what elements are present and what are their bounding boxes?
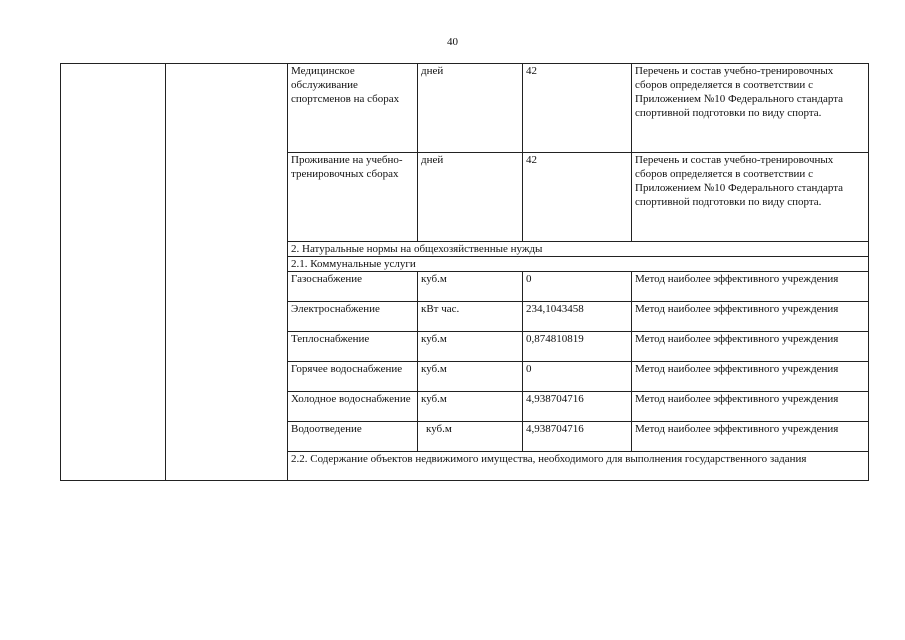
item-name: Теплоснабжение [288,332,418,362]
blank-cell-1 [61,64,166,481]
item-name: Холодное водоснабжение [288,392,418,422]
item-note: Перечень и состав учебно-тренировочных сборов определяется в соответствии с Приложением №10 Федерального стандарта спортивной подготовки по виду спорта. [632,153,869,242]
item-note: Метод наиболее эффективного учреждения [632,362,869,392]
item-value: 4,938704716 [523,422,632,452]
blank-cell-2 [166,64,288,481]
item-note: Метод наиболее эффективного учреждения [632,272,869,302]
item-value: 0 [523,272,632,302]
item-note: Перечень и состав учебно-тренировочных сборов определяется в соответствии с Приложением №10 Федерального стандарта спортивной подготовки по виду спорта. [632,64,869,153]
item-unit: кВт час. [418,302,523,332]
section-heading-2-1: 2.1. Коммунальные услуги [288,257,869,272]
item-value: 234,1043458 [523,302,632,332]
item-note: Метод наиболее эффективного учреждения [632,332,869,362]
section-heading-2-2: 2.2. Содержание объектов недвижимого имущества, необходимого для выполнения государственного задания [288,452,869,481]
item-name: Проживание на учебно-тренировочных сборах [288,153,418,242]
item-note: Метод наиболее эффективного учреждения [632,392,869,422]
section-heading-2: 2. Натуральные нормы на общехозяйственные нужды [288,242,869,257]
item-value: 42 [523,64,632,153]
item-value: 0 [523,362,632,392]
table-row [61,64,869,153]
item-unit: куб.м [418,362,523,392]
item-unit: дней [418,64,523,153]
item-value: 4,938704716 [523,392,632,422]
item-value: 42 [523,153,632,242]
item-unit: куб.м [418,332,523,362]
item-name: Горячее водоснабжение [288,362,418,392]
item-unit: дней [418,153,523,242]
item-unit: куб.м [418,272,523,302]
item-unit: куб.м [418,392,523,422]
item-note: Метод наиболее эффективного учреждения [632,422,869,452]
item-name: Водоотведение [288,422,418,452]
item-name: Газоснабжение [288,272,418,302]
item-value: 0,874810819 [523,332,632,362]
item-unit: куб.м [418,422,523,452]
norms-table [60,63,869,481]
item-name: Медицинское обслуживание спортсменов на сборах [288,64,418,153]
item-name: Электроснабжение [288,302,418,332]
page-number: 40 [447,36,458,48]
item-note: Метод наиболее эффективного учреждения [632,302,869,332]
